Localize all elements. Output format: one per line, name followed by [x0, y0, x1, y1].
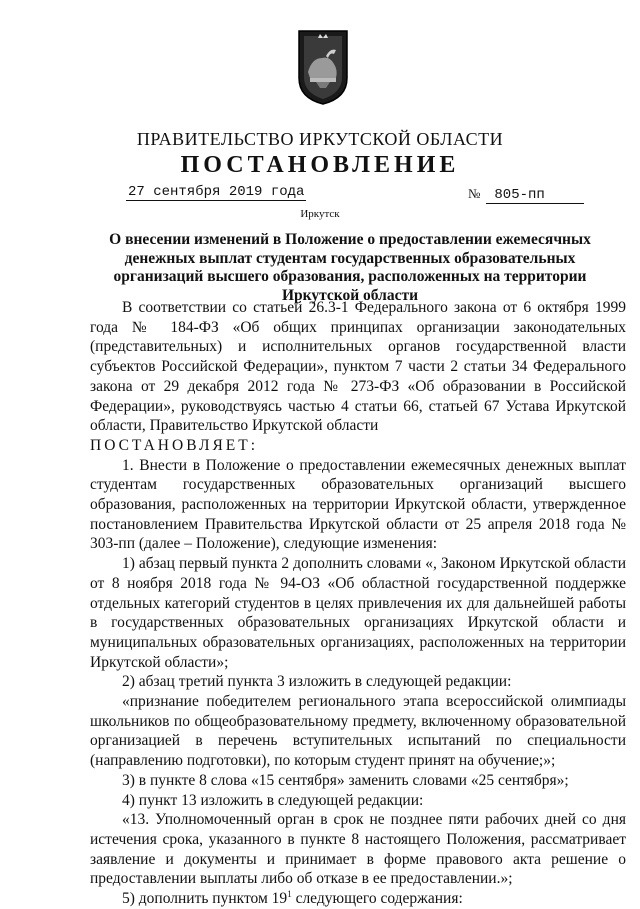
number-value: 805-пп	[486, 187, 584, 204]
item-1-paragraph: 1. Внести в Положение о предоставлении ежемесячных денежных выплат студентам государственных образовательных организаций высшего образования, расположенных на территории Иркутской области, утвержденное постановлением Правительства Иркутской области от 25 апреля 2018 года № 303-пп (далее – Положение), следующие изменения:	[90, 456, 626, 553]
document-type: ПОСТАНОВЛЕНИЕ	[180, 152, 460, 178]
date-value: 27 сентября 2019 года	[128, 184, 305, 200]
postanovlyaet-heading: ПОСТАНОВЛЯЕТ:	[90, 436, 259, 454]
coat-of-arms-icon	[296, 28, 350, 106]
document-title: О внесении изменений в Положение о предоставлении ежемесячных денежных выплат студентам государственных образовательных организаций высшего образования, расположенных на территории Иркутской области	[109, 231, 591, 304]
document-date	[126, 184, 306, 200]
subitem-5-text-end: следующего содержания:	[291, 890, 463, 908]
number-sign: №	[468, 186, 481, 201]
document-body	[90, 298, 626, 909]
city: Иркутск	[300, 208, 340, 220]
subitem-4-quote: «13. Уполномоченный орган в срок не позднее пяти рабочих дней со дня истечения срока, указанного в пункте 8 настоящего Положения, рассматривает заявление и документы и принимает в форме правового акта решение о предоставлении выплаты либо об отказе в ее предоставлении.»;	[90, 811, 626, 888]
subitem-1-paragraph: 1) абзац первый пункта 2 дополнить словами «, Законом Иркутской области от 8 ноября 2018 года № 94-ОЗ «Об областной государственной поддержке отдельных категорий студентов в целях привлечения их для дальнейшей работы в государственных образовательных организациях Иркутской области и муниципальных образовательных организациях, расположенных на территории Иркутской области»;	[90, 555, 626, 671]
subitem-5-text: 5) дополнить пунктом 19	[122, 890, 288, 908]
document-number	[468, 186, 584, 204]
subitem-5-paragraph	[90, 889, 626, 909]
subitem-2-paragraph: 2) абзац третий пункта 3 изложить в следующей редакции:	[122, 673, 512, 691]
subitem-3-paragraph: 3) в пункте 8 слова «15 сентября» заменить словами «25 сентября»;	[122, 771, 569, 789]
government-name: ПРАВИТЕЛЬСТВО ИРКУТСКОЙ ОБЛАСТИ	[136, 129, 504, 149]
subitem-5-superscript: 1	[287, 888, 292, 899]
preamble-paragraph: В соответствии со статьей 26.3-1 Федерального закона от 6 октября 1999 года № 184-ФЗ «Об общих принципах организации законодательных (представительных) и исполнительных органов государственной власти субъектов Российской Федерации», пунктом 7 части 2 статьи 34 Федерального закона от 29 декабря 2012 года № 273-ФЗ «Об образовании в Российской Федерации», руководствуясь частью 4 статьи 66, статьей 67 Устава Иркутской области, Правительство Иркутской области	[90, 299, 626, 435]
subitem-2-quote: «признание победителем регионального этапа всероссийской олимпиады школьников по общеобразовательному предмету, включенному образовательной организацией в перечень вступительных испытаний по специальности (направлению подготовки), по которым студент принят на обучение;»;	[90, 693, 626, 770]
subitem-4-paragraph: 4) пункт 13 изложить в следующей редакции:	[122, 791, 424, 809]
